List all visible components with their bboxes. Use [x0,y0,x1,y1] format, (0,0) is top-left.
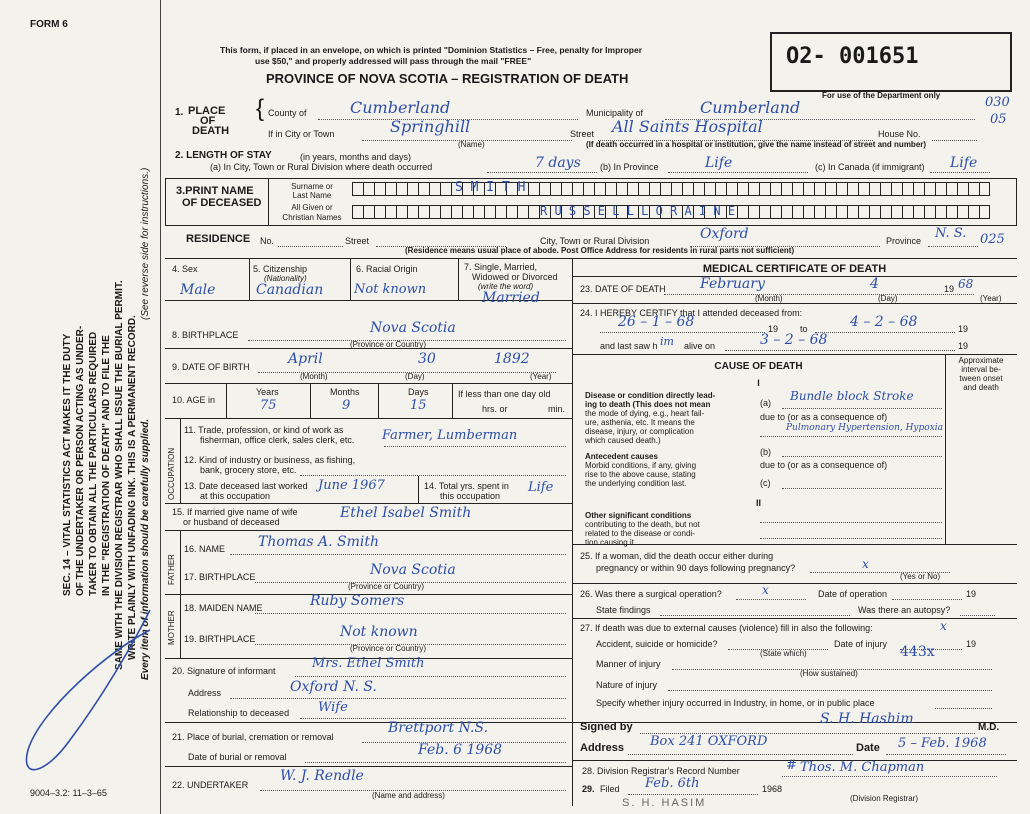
age-v4 [452,383,453,418]
q28-value: # [786,758,797,773]
q27-value: x [940,619,947,633]
state-findings-line [660,615,850,616]
nature-line [668,690,992,691]
alive-yr: 19 [958,341,969,351]
last-saw-him: im [660,335,674,348]
wife-label-1: 15. If married give name of wife [172,507,298,517]
filed-line [628,794,758,795]
stay-b-value: Life [705,155,733,171]
grid-h10 [165,766,572,767]
cause-b-line [782,456,942,457]
q25-label-2: pregnancy or within 90 days following pregnancy? [596,563,796,573]
manner-label: Manner of injury [596,659,661,669]
form-code: 9004–3.2: 11–3–65 [30,788,107,798]
citizenship-value: Canadian [256,282,324,298]
side-text-2: OF THE UNDERTAKER OR PERSON ACTING AS UNDER- [75,325,86,596]
how-sustained-sub: (How sustained) [800,669,858,678]
other-label-1: Other significant conditions [585,511,692,520]
residence-city-value: Oxford [700,226,749,242]
part1-label: I [757,378,760,388]
relationship-label: Relationship to deceased [188,708,290,718]
alive-line [725,350,955,351]
side-text-4: IN THE "REGISTRATION OF DEATH" AND TO FILE THE [101,335,112,596]
mother-maiden-line [255,613,566,614]
residence-province-value: N. S. [935,226,967,241]
registration-number-box [770,32,1012,92]
mother-maiden-value: Ruby Somers [310,593,405,609]
stay-b-label: (b) In Province [600,162,659,172]
accident-label: Accident, suicide or homicide? [596,639,718,649]
trade-label-2: fisherman, office clerk, sales clerk, etc. [200,435,355,445]
place-death-label: DEATH [192,125,230,137]
q26-value: x [762,583,769,597]
dept-code-3: 025 [980,232,1005,247]
dod-month: February [700,276,765,292]
residence-no-line [278,246,343,247]
direct-label-1: Disease or condition directly lead- [585,391,716,400]
stay-b-line [668,172,808,173]
total-yrs-value: Life [528,480,554,495]
other-line-2 [760,538,942,539]
undertaker-label: 22. UNDERTAKER [172,780,249,790]
date-injury-yr: 19 [966,639,977,649]
cause-c-label: (c) [760,478,771,488]
age-v3 [378,383,379,418]
grid-v2 [350,258,351,300]
direct-label-5: disease, injury, or complication [585,427,694,436]
side-text-5: SAME WITH THE DIVISION REGISTRAR WHO SHALL ISSUE THE BURIAL PERMIT. [114,280,125,670]
occ-divider [180,418,181,503]
stay-a-line [487,172,597,173]
other-label-3: related to the disease or condi- [585,529,695,538]
specify-line [935,708,992,709]
other-line-1 [760,522,942,523]
burial-place-value: Brettport N.S. [388,720,489,736]
name-sub-label: (Name) [458,140,485,149]
grid-v1 [249,258,250,300]
cause-a-label: (a) [760,398,771,408]
other-label-2: contributing to the death, but not [585,520,700,529]
q25-label-1: 25. If a woman, did the death occur either during [580,551,774,561]
residence-note: (Residence means usual place of abode. Post Office Address for residents in rural parts not sufficient) [405,246,795,255]
direct-label-3: the mode of dying, e.g., heart fail- [585,409,705,418]
dod-day-sub: (Day) [878,294,898,303]
dob-day: 30 [418,351,436,367]
cause-a-value: Bundle block Stroke [790,389,914,403]
birthplace-label: 8. BIRTHPLACE [172,330,239,340]
residence-street-label: Street [345,236,370,246]
antecedent-label-4: the underlying condition last. [585,479,687,488]
residence-label: RESIDENCE [186,233,251,245]
hrs-label: hrs. or [482,404,508,414]
dob-year: 1892 [494,351,530,367]
dod-line [664,294,974,295]
municipality-label: Municipality of [586,108,644,118]
direct-label-2: ing to death (This does not mean [585,400,711,409]
sig-date-label: Date [856,742,880,754]
medical-h1 [572,276,1017,277]
industry-label-2: bank, grocery store, etc. [200,465,297,475]
stay-c-line [930,172,990,173]
antecedent-label-3: rise to the above cause, stating [585,470,696,479]
father-name-value: Thomas A. Smith [258,534,380,550]
place-num: 1. [175,107,184,118]
father-name-label: 16. NAME [184,544,226,554]
signed-by-label: Signed by [580,721,633,733]
side-text-1: SEC. 14 – VITAL STATISTICS ACT MAKES IT THE DUTY [62,333,73,596]
registration-number: O2- 001651 [786,44,919,69]
medical-h4 [572,544,1017,545]
given-label-1: All Given or [291,203,333,212]
date-operation-yr: 19 [966,589,977,599]
institution-note: (If death occurred in a hospital or institution, give the name instead of street and number) [586,140,927,149]
medical-h6 [572,618,1017,619]
informant-sig-line [295,676,566,677]
registrar-signature: Thos. M. Chapman [800,760,925,775]
medical-header: MEDICAL CERTIFICATE OF DEATH [702,263,887,275]
filed-value: Feb. 6th [645,776,700,791]
citizenship-sub: (Nationality) [264,274,307,283]
min-label: min. [548,404,566,414]
alive-label: alive on [684,341,716,351]
q26-line [736,599,806,600]
cause-a2-line [760,436,942,437]
surname-cells [352,182,990,196]
sig-date-line [886,754,1006,755]
dob-month-sub: (Month) [300,372,328,381]
autopsy-label: Was there an autopsy? [858,605,951,615]
age-v2 [310,383,311,418]
code-value: 443x [900,644,935,660]
years-label: Years [256,387,279,397]
last-worked-value: June 1967 [318,478,385,493]
father-birthplace-label: 17. BIRTHPLACE [184,572,256,582]
sig-address-value: Box 241 OXFORD [650,734,768,749]
interval-label-1: Approximate [958,356,1004,365]
grid-line-top [165,258,1017,259]
side-text-3: TAKER TO OBTAIN ALL THE PARTICULARS REQUIRED [88,331,99,596]
surname-label-2: Last Name [292,191,332,200]
father-name-line [230,554,566,555]
cause-a-line [782,408,942,409]
parent-divider [180,530,181,658]
age-label: 10. AGE in [172,395,216,405]
surname-label-1: Surname or [291,182,333,191]
last-worked-label-1: 13. Date deceased last worked [184,481,308,491]
other-label-4: tion causing it. [585,538,637,547]
q25-value: x [862,557,869,571]
q29-label: 29. [582,784,595,794]
wife-value: Ethel Isabel Smith [340,505,472,521]
racial-value: Not known [354,282,427,297]
days-value: 15 [410,398,427,413]
given-label-2: Christian Names [282,213,342,222]
dob-day-sub: (Day) [405,372,425,381]
direct-label-6: which caused death.) [585,436,661,445]
medical-h5 [572,583,1017,584]
wife-label-2: or husband of deceased [183,517,280,527]
place-label: PLACE [188,105,226,117]
occ-v2 [418,476,419,503]
marital-value: Married [482,290,540,306]
direct-label-4: ure, asthenia, etc. It means the [585,418,695,427]
undertaker-sub: (Name and address) [372,791,445,800]
dod-day: 4 [870,276,879,292]
father-birthplace-value: Nova Scotia [370,562,456,578]
informant-address-value: Oxford N. S. [290,679,377,695]
days-label: Days [408,387,429,397]
dod-month-sub: (Month) [755,294,783,303]
relationship-line [300,718,566,719]
given-value: R U S S E L L L O R A I N E [540,204,736,218]
attend-from-line [600,332,765,333]
grid-h5 [165,503,572,504]
place-of-label: OF [200,115,216,127]
filed-year: 1968 [762,784,783,794]
dod-year-sub: (Year) [980,294,1002,303]
q26-label: 26. Was there a surgical operation? [580,589,722,599]
specify-label: Specify whether injury occurred in Industry, in home, or in public place [596,698,875,708]
house-label: House No. [878,129,921,139]
header-notice-1: This form, if placed in an envelope, on which is printed "Dominion Statistics – Free, penalty for Improper [220,45,643,55]
birthplace-value: Nova Scotia [370,320,456,336]
stay-a-value: 7 days [535,155,581,171]
informant-sig-value: Mrs. Ethel Smith [312,656,425,671]
stay-c-label: (c) In Canada (if immigrant) [815,162,925,172]
due-to-label-1: due to (or as a consequence of) [760,412,888,422]
nature-label: Nature of injury [596,680,658,690]
dob-label: 9. DATE OF BIRTH [172,362,250,372]
trade-label-1: 11. Trade, profession, or kind of work as [184,425,344,435]
mother-birthplace-label: 19. BIRTHPLACE [184,634,256,644]
total-yrs-label-2: this occupation [440,491,501,501]
house-line [932,140,977,141]
interval-label-4: and death [963,383,999,392]
dept-code-2: 05 [990,112,1007,127]
stay-c-value: Life [950,155,978,171]
dept-code-1: 030 [985,95,1010,110]
antecedent-label-2: Morbid conditions, if any, giving [585,461,697,470]
sig-date-value: 5 – Feb. 1968 [898,736,987,751]
cause-c-line [782,488,942,489]
header-notice-2: use $50," and properly addressed will pass through the mail "FREE" [255,56,532,66]
side-text-7: (See reverse side for instructions.) [140,167,151,320]
mother-maiden-label: 18. MAIDEN NAME [184,603,263,613]
dob-year-sub: (Year) [530,372,552,381]
side-text-8: Every item of information should be carefully supplied. [140,418,151,680]
father-vertical-label: FATHER [167,554,176,585]
form-number-label: FORM 6 [30,19,68,30]
surname-value: S M I T H [455,180,526,195]
pen-mark [0,590,170,790]
industry-line [300,475,566,476]
less-day-label: If less than one day old [458,389,551,399]
residence-no-label: No. [260,236,275,246]
sig-address-line [628,754,853,755]
age-v1 [226,383,227,418]
name-divider [268,178,269,226]
marital-label-1: 7. Single, Married, [464,262,538,272]
stay-sub: (in years, months and days) [300,152,412,162]
yes-no-sub: (Yes or No) [900,572,941,581]
marital-label-3: (write the word) [478,282,534,291]
dept-use-label: For use of the Department only [822,91,941,100]
filed-label: Filed [600,784,620,794]
q28-line [782,776,997,777]
stay-label: 2. LENGTH OF STAY [175,150,272,161]
date-injury-label: Date of injury [834,639,888,649]
county-value: Cumberland [350,98,451,117]
brace: { [256,95,265,122]
months-value: 9 [342,398,351,413]
burial-date-value: Feb. 6 1968 [418,742,503,758]
q28-label: 28. Division Registrar's Record Number [582,766,740,776]
informant-sig-label: 20. Signature of informant [172,666,276,676]
street-value: All Saints Hospital [612,117,763,136]
racial-label: 6. Racial Origin [356,264,418,274]
cause-header: CAUSE OF DEATH [714,361,803,372]
print-name-label: 3.PRINT NAME [176,185,254,197]
informant-address-line [230,698,566,699]
interval-label-2: interval be- [961,365,1001,374]
date-operation-line [892,599,962,600]
alive-value: 3 – 2 – 68 [760,332,828,348]
printed-name-stamp: S. H. HASIM [622,797,707,809]
sig-address-label: Address [580,742,625,754]
stay-a-label: (a) In City, Town or Rural Division where death occurred [210,162,433,172]
last-saw-label: and last saw h [600,341,658,351]
mother-vertical-label: MOTHER [167,610,176,645]
sex-value: Male [180,282,216,298]
state-which-sub: (State which) [760,649,807,658]
medical-h3 [572,354,1017,355]
residence-province-line [928,246,978,247]
attend-from-yr: 19 [768,324,779,334]
residence-province-label: Province [886,236,922,246]
months-label: Months [330,387,360,397]
county-label: County of [268,108,307,118]
page-title: PROVINCE OF NOVA SCOTIA – REGISTRATION OF DEATH [266,71,629,86]
mother-birthplace-value: Not known [340,624,418,640]
burial-date-line [305,762,566,763]
part2-label: II [755,498,761,508]
residence-city-label: City, Town or Rural Division [540,236,650,246]
state-findings-label: State findings [596,605,651,615]
due-to-label-2: due to (or as a consequence of) [760,460,888,470]
date-operation-label: Date of operation [818,589,888,599]
cause-a2-value: Pulmonary Hypertension, Hypoxia [786,423,944,433]
grid-h4 [165,418,572,419]
interval-label-3: tween onset [959,374,1003,383]
q27-label: 27. If death was due to external causes (violence) fill in also the following: [580,623,873,633]
relationship-value: Wife [318,700,348,715]
burial-place-label: 21. Place of burial, cremation or removal [172,732,334,742]
certify-label: 24. I HEREBY CERTIFY that I attended deceased from: [580,308,803,318]
attend-to-yr: 19 [958,324,969,334]
trade-line [384,446,566,447]
antecedent-label-1: Antecedent causes [585,452,658,461]
occupation-vertical-label: OCCUPATION [167,447,176,500]
attend-to-line [815,332,955,333]
signed-by-value: S. H. Hashim [820,711,914,727]
city-label: If in City or Town [268,129,335,139]
grid-v3 [458,258,459,300]
attend-from: 26 – 1 – 68 [618,314,695,330]
dod-label: 23. DATE OF DEATH [580,284,666,294]
side-text-6: WRITE PLAINLY WITH UNFADING INK. THIS IS A PERMANENT RECORD. [127,315,138,660]
attend-to-label: to [800,324,808,334]
burial-date-label: Date of burial or removal [188,752,287,762]
of-deceased-label: OF DECEASED [182,197,262,209]
dob-month: April [288,351,323,367]
street-label: Street [570,129,595,139]
city-value: Springhill [390,117,471,136]
sex-label: 4. Sex [172,264,198,274]
md-label: M.D. [978,722,1000,733]
citizenship-label: 5. Citizenship [253,264,308,274]
trade-value: Farmer, Lumberman [382,428,518,443]
undertaker-value: W. J. Rendle [280,768,364,784]
dod-year: 68 [958,277,974,291]
dod-year-prefix: 19 [944,284,955,294]
last-worked-label-2: at this occupation [200,491,271,501]
attend-to: 4 – 2 – 68 [850,314,918,330]
cause-b-label: (b) [760,447,771,457]
grid-center [572,258,573,806]
industry-label-1: 12. Kind of industry or business, as fishing, [184,455,356,465]
informant-address-label: Address [188,688,222,698]
registrar-sub: (Division Registrar) [850,794,919,803]
autopsy-line [960,615,995,616]
father-prov-sub: (Province or Country) [348,582,425,591]
total-yrs-label-1: 14. Total yrs. spent in [424,481,509,491]
birthplace-sub: (Province or Country) [350,340,427,349]
mother-prov-sub: (Province or Country) [350,644,427,653]
marital-label-2: Widowed or Divorced [472,272,558,282]
municipality-value: Cumberland [700,98,801,117]
grid-h6 [165,530,572,531]
years-value: 75 [260,398,277,413]
medical-h2 [572,303,1017,304]
